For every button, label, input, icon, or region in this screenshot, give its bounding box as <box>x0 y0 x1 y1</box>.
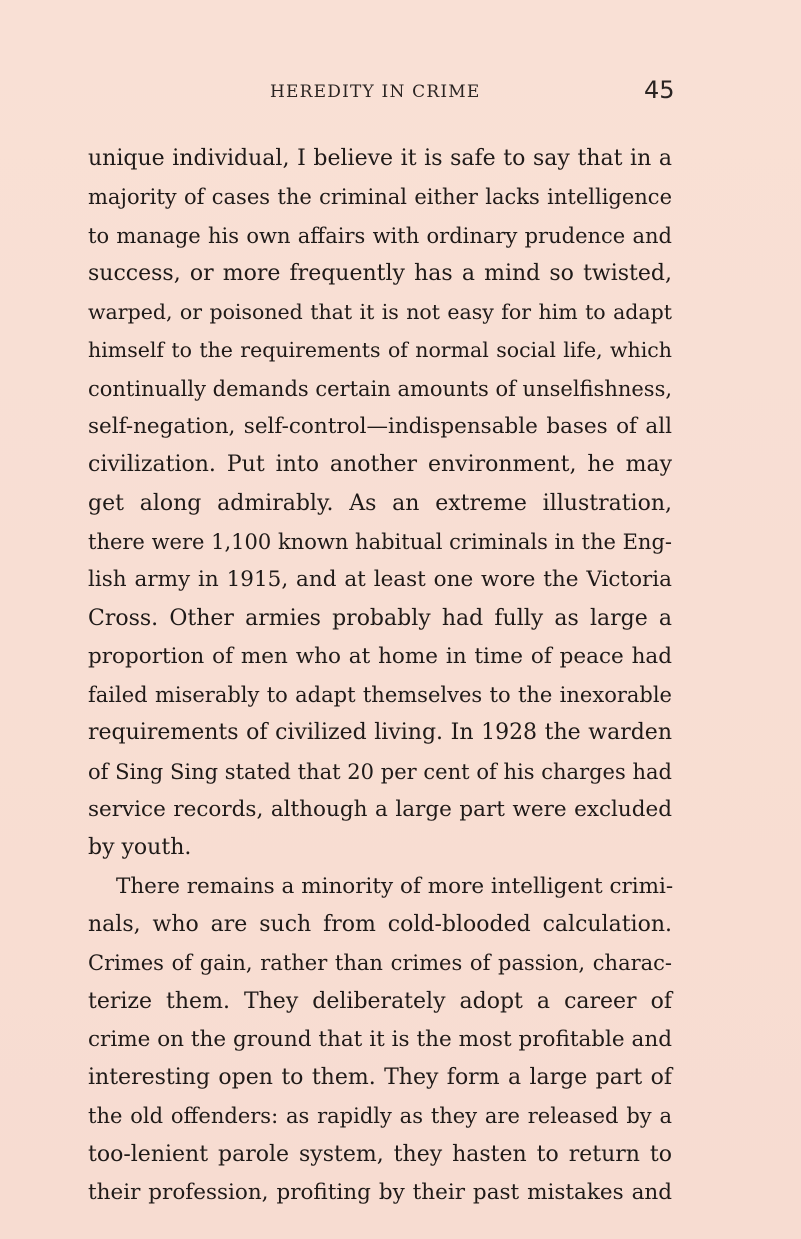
text-line: nals, who are such from cold-blooded calculation. <box>88 911 672 937</box>
text-line: requirements of civilized living. In 1928 the warden <box>88 720 672 746</box>
text-line: success, or more frequently has a mind so twisted, <box>88 260 672 286</box>
text-line: Cross. Other armies probably had fully as large a <box>88 605 672 631</box>
text-line: the old offenders: as rapidly as they are released by a <box>88 1104 672 1129</box>
text-line: proportion of men who at home in time of peace had <box>88 643 672 669</box>
text-line: himself to the requirements of normal social life, which <box>88 338 672 363</box>
text-line: of Sing Sing stated that 20 per cent of his charges had <box>88 759 672 784</box>
text-line-paragraph-start: There remains a minority of more intelligent crimi- <box>116 873 674 899</box>
text-line: service records, although a large part were excluded <box>88 797 672 823</box>
text-line: Crimes of gain, rather than crimes of passion, charac- <box>88 951 672 976</box>
text-line: civilization. Put into another environment, he may <box>88 452 672 478</box>
text-line: their profession, profiting by their past mistakes and <box>88 1180 672 1206</box>
text-line: failed miserably to adapt themselves to the inexorable <box>88 683 672 708</box>
text-line: lish army in 1915, and at least one wore the Victoria <box>88 567 672 593</box>
text-line-paragraph-end: by youth. <box>88 835 192 861</box>
text-line: too-lenient parole system, they hasten to return to <box>88 1141 672 1167</box>
text-line: there were 1,100 known habitual criminals in the Eng- <box>88 529 672 554</box>
text-line: terize them. They deliberately adopt a career of <box>88 988 672 1014</box>
page-number: 45 <box>644 76 675 104</box>
text-line: get along admirably. As an extreme illustration, <box>88 490 672 516</box>
text-line: crime on the ground that it is the most profitable and <box>88 1026 672 1052</box>
text-line: self-negation, self-control—indispensable bases of all <box>88 414 672 440</box>
text-line: unique individual, I believe it is safe to say that in a <box>88 146 672 171</box>
text-line: interesting open to them. They form a large part of <box>88 1065 672 1091</box>
text-line: continually demands certain amounts of unselfishness, <box>88 376 673 401</box>
body-text <box>88 140 672 1212</box>
text-line: warped, or poisoned that it is not easy for him to adapt <box>88 300 672 325</box>
running-head: HEREDITY IN CRIME <box>270 82 481 102</box>
text-line: majority of cases the criminal either lacks intelligence <box>88 185 672 210</box>
text-line: to manage his own affairs with ordinary prudence and <box>88 223 672 248</box>
